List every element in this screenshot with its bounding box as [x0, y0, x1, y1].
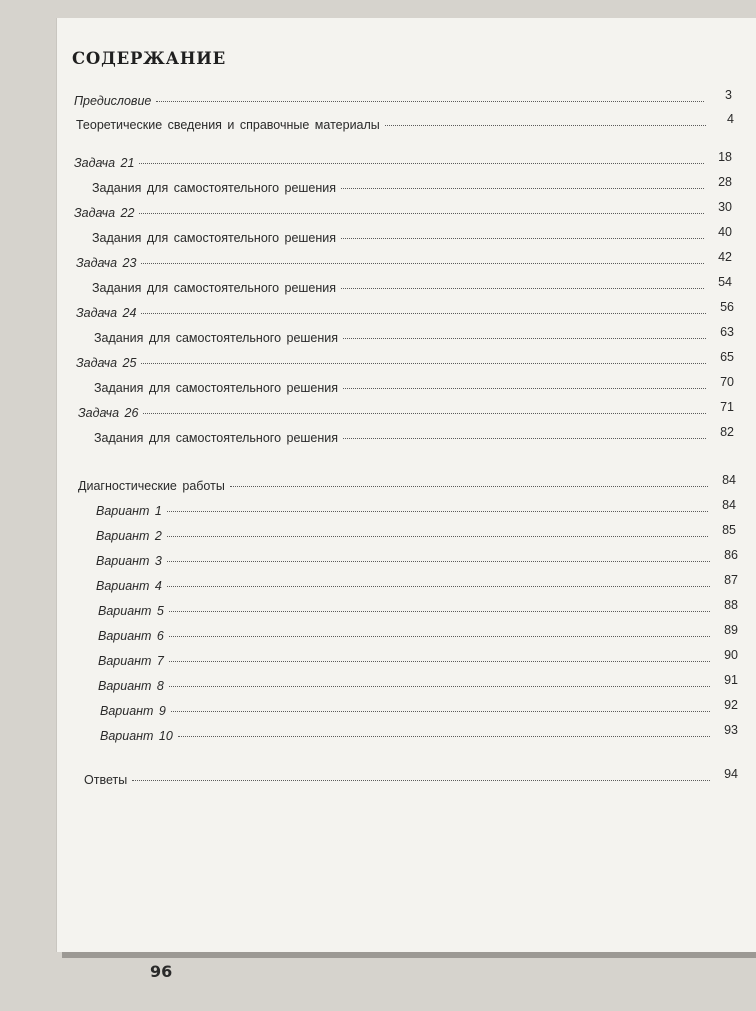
toc-entry: [100, 698, 738, 719]
dot-leader: [343, 438, 706, 439]
dot-leader: [143, 413, 706, 414]
toc-entry-page: 82: [720, 425, 734, 439]
toc-entry-page: 40: [718, 225, 732, 239]
toc-entry-page: 63: [720, 325, 734, 339]
dot-leader: [167, 561, 710, 562]
toc-entry-page: 88: [724, 598, 738, 612]
toc-entry: [98, 623, 738, 644]
toc-entry: [96, 498, 736, 519]
toc-entry-label: Задания для самостоятельного решения: [94, 331, 339, 345]
dot-leader: [141, 263, 704, 264]
dot-leader: [171, 711, 710, 712]
toc-entry: [98, 598, 738, 619]
dot-leader: [169, 611, 710, 612]
dot-leader: [169, 636, 710, 637]
toc-entry-label: Предисловие: [74, 94, 152, 108]
toc-entry-page: 86: [724, 548, 738, 562]
dot-leader: [343, 388, 706, 389]
dot-leader: [343, 338, 706, 339]
dot-leader: [169, 661, 710, 662]
toc-entry: [96, 523, 736, 544]
toc-entry-label: Задания для самостоятельного решения: [92, 181, 337, 195]
toc-entry-label: Задания для самостоятельного решения: [94, 381, 339, 395]
toc-entry-label: Вариант 6: [98, 629, 164, 643]
dot-leader: [169, 686, 710, 687]
toc-entry: [74, 150, 732, 171]
toc-entry-page: 56: [720, 300, 734, 314]
toc-entry-label: Задача 23: [76, 256, 137, 270]
dot-leader: [141, 313, 706, 314]
toc-entry-label: Вариант 1: [96, 504, 162, 518]
toc-title: СОДЕРЖАНИЕ: [72, 49, 227, 68]
toc-entry-label: Вариант 3: [96, 554, 162, 568]
toc-entry-page: 30: [718, 200, 732, 214]
toc-entry: [92, 225, 732, 246]
toc-entry-label: Задача 22: [74, 206, 135, 220]
toc-entry-label: Диагностические работы: [78, 479, 225, 493]
toc-entry: [94, 325, 734, 346]
toc-entry-page: 92: [724, 698, 738, 712]
toc-entry-page: 71: [720, 400, 734, 414]
toc-entry: [92, 275, 732, 296]
toc-entry-label: Вариант 8: [98, 679, 164, 693]
toc-entry-label: Задача 26: [78, 406, 139, 420]
toc-entry-page: 28: [718, 175, 732, 189]
toc-entry: [76, 350, 734, 371]
toc-entry-page: 54: [718, 275, 732, 289]
toc-entry-label: Теоретические сведения и справочные материалы: [76, 118, 380, 132]
dot-leader: [385, 125, 706, 126]
toc-entry-label: Задания для самостоятельного решения: [92, 281, 337, 295]
toc-entry: [78, 400, 734, 421]
toc-entry: [96, 548, 738, 569]
toc-entry: [78, 473, 736, 494]
dot-leader: [230, 486, 708, 487]
toc-entry-label: Вариант 5: [98, 604, 164, 618]
toc-entry-page: 84: [722, 473, 736, 487]
toc-entry: [94, 425, 734, 446]
dot-leader: [167, 511, 708, 512]
dot-leader: [167, 586, 710, 587]
dot-leader: [156, 101, 704, 102]
dot-leader: [341, 288, 704, 289]
toc-entry-label: Вариант 9: [100, 704, 166, 718]
toc-entry-page: 94: [724, 767, 738, 781]
dot-leader: [178, 736, 710, 737]
toc-entry-page: 93: [724, 723, 738, 737]
toc-entry: [76, 250, 732, 271]
toc-entry: [74, 200, 732, 221]
toc-entry-page: 65: [720, 350, 734, 364]
toc-entry: [96, 573, 738, 594]
toc-entry-page: 87: [724, 573, 738, 587]
toc-entry-label: Ответы: [84, 773, 128, 787]
toc-entry-page: 4: [727, 112, 734, 126]
toc-entry: [98, 673, 738, 694]
toc-entry-label: Задания для самостоятельного решения: [94, 431, 339, 445]
toc-entry-label: Вариант 2: [96, 529, 162, 543]
toc-entry: [76, 300, 734, 321]
toc-entry-page: 84: [722, 498, 736, 512]
toc-entry-label: Задания для самостоятельного решения: [92, 231, 337, 245]
toc-entry: [74, 88, 732, 109]
toc-entry-page: 42: [718, 250, 732, 264]
toc-entry-label: Задача 25: [76, 356, 137, 370]
toc-entry-label: Задача 24: [76, 306, 137, 320]
toc-entry-label: Вариант 4: [96, 579, 162, 593]
toc-entry-label: Вариант 10: [100, 729, 173, 743]
dot-leader: [341, 188, 704, 189]
toc-entry-page: 91: [724, 673, 738, 687]
toc-entry: [84, 767, 738, 788]
toc-entry-page: 89: [724, 623, 738, 637]
dot-leader: [132, 780, 710, 781]
toc-entry-label: Задача 21: [74, 156, 135, 170]
toc-entry: [94, 375, 734, 396]
toc-entry-page: 85: [722, 523, 736, 537]
toc-entry: [76, 112, 734, 133]
toc-entry-page: 90: [724, 648, 738, 662]
dot-leader: [341, 238, 704, 239]
dot-leader: [139, 163, 704, 164]
dot-leader: [139, 213, 704, 214]
toc-entry-page: 3: [725, 88, 732, 102]
dot-leader: [141, 363, 706, 364]
page-number: 96: [150, 962, 173, 981]
dot-leader: [167, 536, 708, 537]
toc-entry-page: 18: [718, 150, 732, 164]
toc-entry: [98, 648, 738, 669]
toc-entry: [100, 723, 738, 744]
toc-entry-page: 70: [720, 375, 734, 389]
toc-entry: [92, 175, 732, 196]
toc-entry-label: Вариант 7: [98, 654, 164, 668]
